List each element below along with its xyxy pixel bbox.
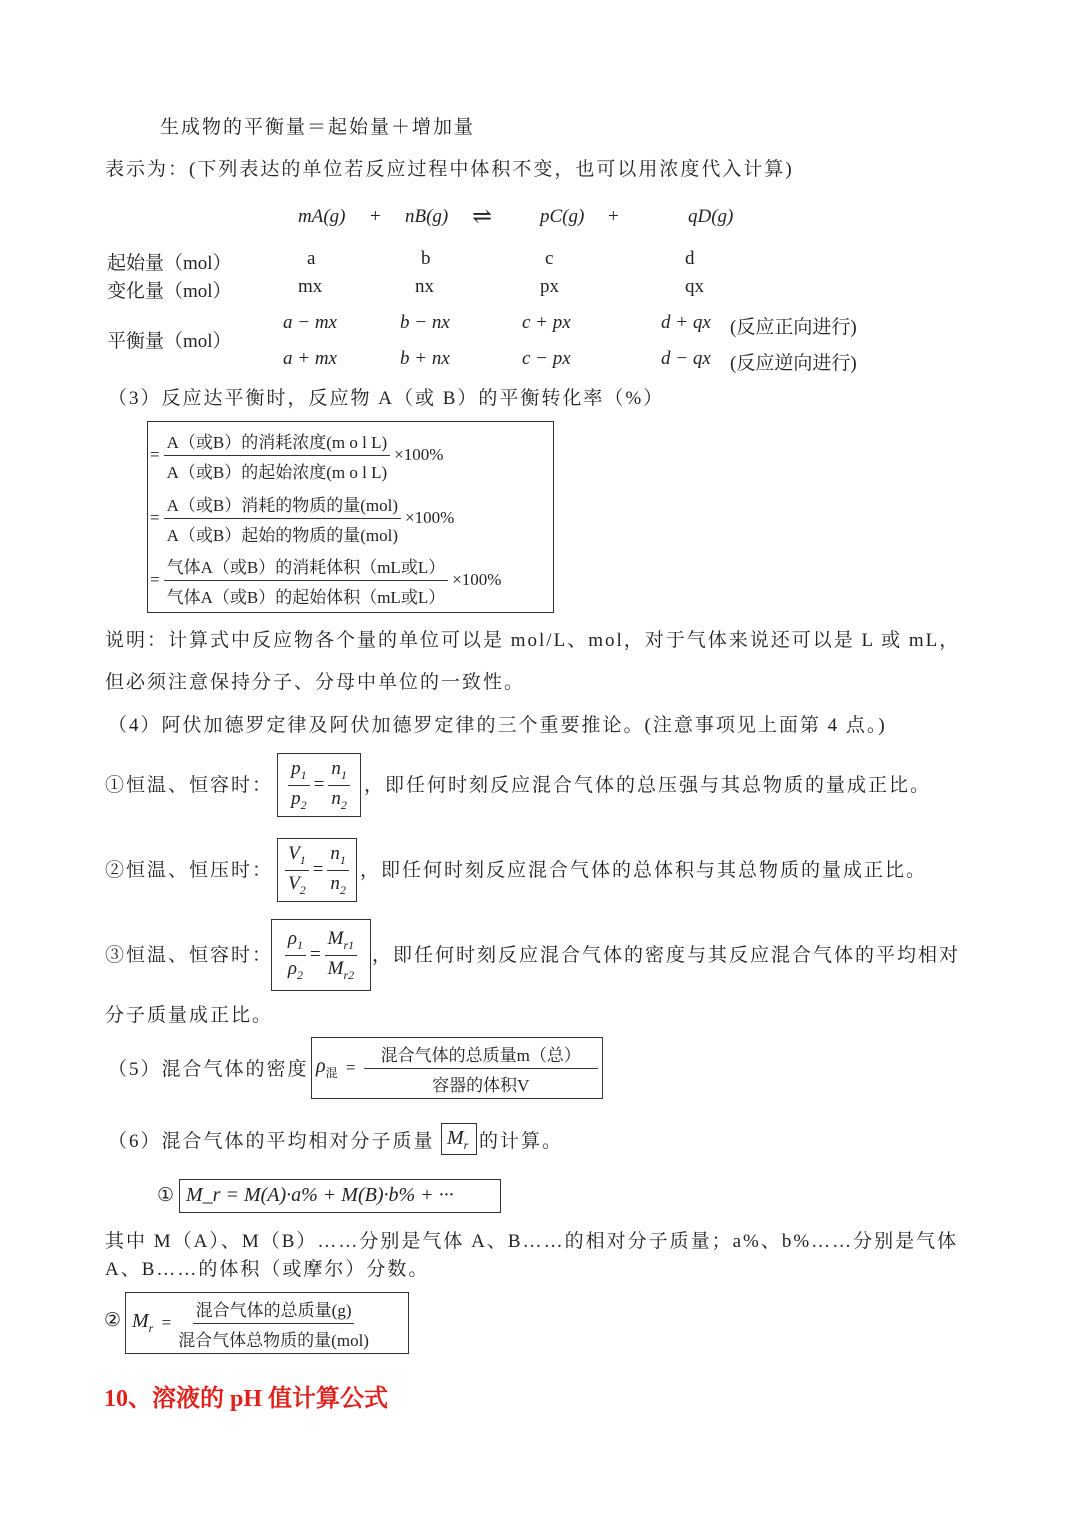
text-line: （4）阿伏加德罗定律及阿伏加德罗定律的三个重要推论。(注意事项见上面第 4 点。)	[108, 715, 887, 736]
text-line: 生成物的平衡量＝起始量＋增加量	[160, 117, 476, 138]
section-heading: 10、溶液的 pH 值计算公式	[104, 1386, 389, 1412]
cell: d − qx	[661, 348, 711, 369]
cell: a − mx	[283, 312, 337, 333]
cell: b − nx	[400, 312, 450, 333]
denominator: 混合气体总物质的量(mol)	[178, 1330, 369, 1350]
fraction	[164, 491, 401, 546]
row-label: 变化量（mol）	[107, 281, 232, 302]
cell: d + qx	[661, 312, 711, 333]
cell: c − px	[522, 348, 571, 369]
text-line: 但必须注意保持分子、分母中单位的一致性。	[105, 672, 526, 693]
text-line: （6）混合气体的平均相对分子质量	[108, 1131, 435, 1152]
text-line: 分子质量成正比。	[105, 1005, 274, 1026]
cell: qx	[685, 276, 704, 297]
formula-box: $\frac{\rho_1}{\rho_2}$ = $\frac{M_{r1}}{M_{r2}}$	[271, 919, 371, 991]
text-line: ，即任何时刻反应混合气体的密度与其反应混合气体的平均相对	[372, 945, 961, 966]
text-line: ②	[104, 1310, 122, 1331]
cell: b + nx	[400, 348, 450, 369]
species: qD(g)	[688, 206, 734, 227]
multiplier: ×100%	[404, 508, 455, 527]
text-line: （3）反应达平衡时，反应物 A（或 B）的平衡转化率（%）	[108, 388, 665, 409]
note: (反应正向进行)	[730, 317, 857, 338]
cell: a	[307, 248, 316, 269]
numerator: 气体A（或B）的消耗体积（mL或L）	[164, 553, 449, 581]
text-line: ，即任何时刻反应混合气体的总体积与其总物质的量成正比。	[360, 860, 928, 881]
formula-box	[179, 1179, 501, 1213]
numerator: A（或B）消耗的物质的量(mol)	[164, 491, 401, 519]
cell: b	[421, 248, 431, 269]
plus: +	[370, 206, 381, 227]
numerator: 混合气体的总质量(g)	[193, 1296, 355, 1324]
cell: mx	[298, 276, 323, 297]
formula-box: $\frac{V_1}{V_2}$ = $\frac{n_1}{n_2}$	[277, 838, 357, 902]
species: pC(g)	[540, 206, 585, 227]
denominator: A（或B）的起始浓度(m o l L)	[166, 462, 388, 482]
formula-box: $\frac{p_1}{p_2}$ = $\frac{n_1}{n_2}$	[277, 753, 361, 817]
subscript: 混	[325, 1066, 338, 1080]
row-label: 平衡量（mol）	[107, 331, 232, 352]
fraction	[164, 428, 391, 483]
multiplier: ×100%	[452, 570, 502, 589]
numerator: 混合气体的总质量m（总）	[364, 1041, 598, 1069]
multiplier: ×100%	[394, 445, 444, 464]
conversion-formula-box: = $\frac{\text{A（或B）的消耗浓度(m o l L)}}{\text{A（或B）的起始浓度(m o l L)}}$ ×100% = $\frac{\text{A（或B）消耗的物质的量(mol)}}{\text{A（或B）起始的物质的量(mol)}}$ ×100% = $\frac{\text{气体A（或B）的消耗体积（mL或L）}}{\text{气体A（或B）的起始体积（mL或L）}}$ ×100%	[147, 421, 554, 613]
row-label: 起始量（mol）	[107, 253, 232, 274]
text-line: 的计算。	[479, 1131, 564, 1152]
text-line: 说明：计算式中反应物各个量的单位可以是 mol/L、mol，对于气体来说还可以是 L 或 mL，	[105, 630, 961, 651]
text-line: ③恒温、恒容时：	[105, 945, 274, 966]
cell: c	[545, 248, 554, 269]
species: mA(g)	[298, 206, 346, 227]
formula-box: $M_r$	[441, 1123, 477, 1155]
text-line: ，即任何时刻反应混合气体的总压强与其总物质的量成正比。	[364, 775, 932, 796]
text-line: （5）混合气体的密度	[108, 1059, 309, 1080]
text-line: 表示为：(下列表达的单位若反应过程中体积不变，也可以用浓度代入计算)	[105, 159, 794, 180]
numerator: A（或B）的消耗浓度(m o l L)	[164, 428, 391, 456]
molar-mass-formula-box: $M_r$ = $\frac{\text{混合气体的总质量(g)}}{\text{混合气体总物质的量(mol)}}$	[125, 1292, 409, 1354]
fraction	[164, 553, 449, 608]
cell: c + px	[522, 312, 571, 333]
species: nB(g)	[405, 206, 449, 227]
text-line: ②恒温、恒压时：	[105, 860, 274, 881]
cell: px	[540, 276, 559, 297]
text-line: ①	[157, 1185, 175, 1206]
density-formula-box: $\rho_混$ = $\frac{\text{混合气体的总质量m（总）}}{\text{容器的体积V}}$	[311, 1037, 603, 1099]
formula: M_r = M(A)·a% + M(B)·b% + ···	[186, 1184, 454, 1206]
text-line: 其中 M（A）、M（B）……分别是气体 A、B……的相对分子质量；a%、b%……分别是气体	[105, 1231, 959, 1252]
denominator: 容器的体积V	[432, 1075, 530, 1095]
cell: d	[685, 248, 695, 269]
text-line: ①恒温、恒容时：	[105, 775, 274, 796]
plus: +	[608, 206, 619, 227]
text-line: A、B……的体积（或摩尔）分数。	[105, 1259, 430, 1280]
denominator: A（或B）起始的物质的量(mol)	[166, 525, 398, 545]
equilibrium-arrow-icon: ⇌	[472, 204, 493, 230]
note: (反应逆向进行)	[730, 353, 857, 374]
cell: a + mx	[283, 348, 337, 369]
cell: nx	[415, 276, 434, 297]
denominator: 气体A（或B）的起始体积（mL或L）	[166, 587, 446, 607]
